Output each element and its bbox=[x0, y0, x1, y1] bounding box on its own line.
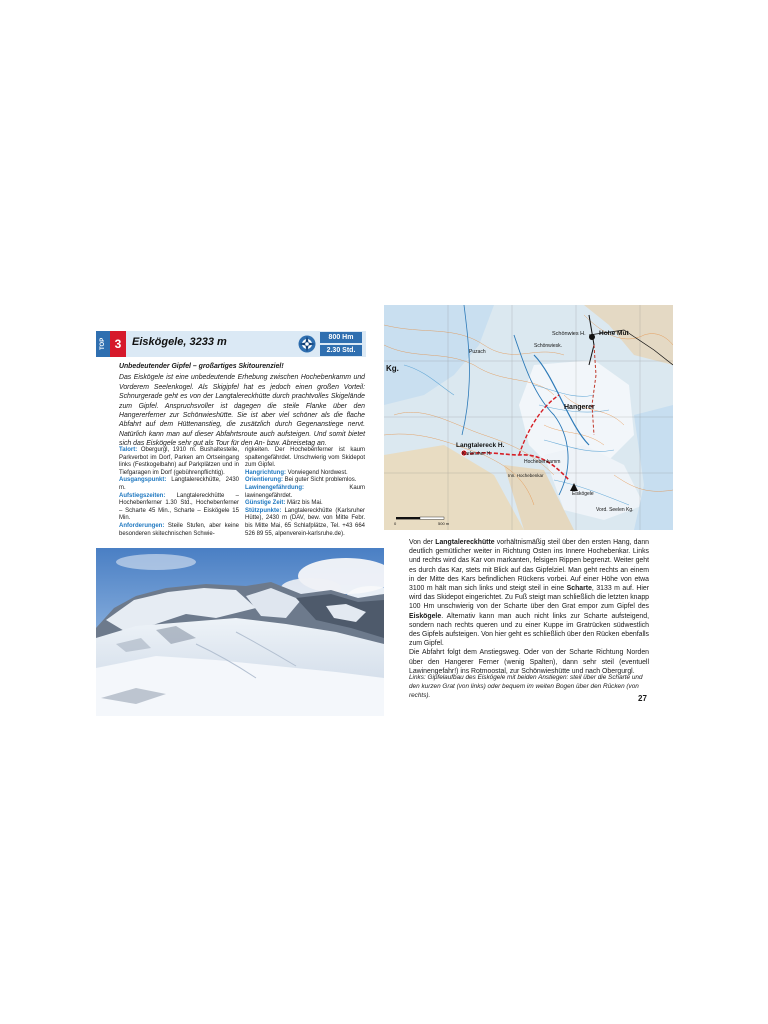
elevation-badge: 800 Hm bbox=[320, 332, 362, 343]
intro-paragraph: Das Eiskögele ist eine unbedeutende Erhebung zwischen Hochebenkamm und Vorderem Seelenkogel. Als Skigipfel hat es jedoch einen großen Vorteil: Schnurgerade geht es von der Langtalereckhütte durch prachtvolles Skigelände zum Gipfel. Anspruchsvoller ist dagegen die steile Flanke über den Hangererferner zur Schönwieshütte. Sie ist aber viel schöner als die flache Abfahrt auf dem Hüttenanstieg, die zusätzlich durch Gegenanstiege nervt. Natürlich kann man auf dieser Abfahrtsroute auch aufsteigen. Und somit bietet sich das Eiskögele sehr gut als Tour für den An- bzw. Abreisetag an. bbox=[119, 374, 365, 448]
map-label: Schönwies H. bbox=[552, 331, 586, 337]
map-label: Kg. bbox=[386, 364, 399, 373]
info-entry: rigkeiten. Der Hochebenferner ist kaum spaltengefährdet. Unschwierig vom Skidepot zum Gipfel. bbox=[245, 447, 365, 469]
info-entry: Talort: Obergurgl, 1910 m. Bushaltestelle, Parkverbot im Dorf, Parken am Ortseingang links (Festkogelbahn) auf Parkplätzen und in Tiefgaragen im Dorf (gebührenpflichtig). bbox=[119, 447, 239, 476]
descent-paragraph: Die Abfahrt folgt dem Anstiegsweg. Oder von der Scharte Richtung Norden über den Hangerer Ferner (wenig Spalten), dann sehr steil (eventuell Lawinengefahr!) ins Rotmoostal, zur Schönwieshütte und nach Obergurgl. bbox=[409, 649, 649, 675]
tour-number: 3 bbox=[110, 331, 126, 357]
map-label: Inn. Hochebenkar bbox=[508, 473, 544, 478]
tour-subtitle: Unbedeutender Gipfel – großartiges Skitourenziel! bbox=[119, 363, 284, 370]
map-label: Hochebenkamm bbox=[524, 459, 561, 465]
info-entry: Orientierung: Bei guter Sicht problemlos. bbox=[245, 477, 357, 484]
duration-badge: 2.30 Std. bbox=[320, 345, 362, 356]
topographic-map bbox=[384, 305, 673, 530]
photo-caption: Links: Gipfelaufbau des Eiskögele mit beiden Anstiegen: steil über die Scharte und den kurzen Grat (von links) oder bequem im weiten Bogen über den Rücken (von rechts). bbox=[409, 674, 643, 699]
tour-header bbox=[96, 331, 366, 357]
info-entry: Anforderungen: Steile Stufen, aber keine besonderen skitechnischen Schwie- bbox=[119, 522, 239, 537]
map-label: Langtalereck H. bbox=[456, 442, 505, 449]
info-entry: Stützpunkte: Langtalereckhütte (Karlsruher Hütte), 2430 m (DAV, bew. von Mitte Febr. bis Mitte Mai, 65 Schlafplätze, Tel. +43 664 526 89 55, alpenverein-karlsruhe.de). bbox=[245, 507, 365, 537]
map-label: Karlsruher H. bbox=[462, 451, 492, 457]
info-column-right bbox=[245, 447, 365, 538]
info-entry: Hangrichtung: Vorwiegend Nordwest. bbox=[245, 469, 348, 476]
info-entry: Ausgangspunkt: Langtalereckhütte, 2430 m. bbox=[119, 477, 239, 491]
difficulty-compass-icon bbox=[298, 335, 316, 353]
top-tag: TOP bbox=[96, 331, 110, 357]
map-label: Eiskögele bbox=[572, 491, 594, 497]
map-label: Schönwiesk. bbox=[534, 343, 563, 349]
map-label: Puzach bbox=[469, 349, 486, 355]
map-label: Hohe Mut bbox=[599, 330, 629, 337]
mountain-photo bbox=[96, 548, 384, 716]
info-entry: Aufstiegszeiten: Langtalereckhütte – Hochebenferner 1.30 Std., Hochebenferner – Scharte 45 Min., Scharte – Eiskögele 15 Min. bbox=[119, 492, 239, 522]
scale-label: 500 m bbox=[438, 521, 450, 526]
page-number: 27 bbox=[638, 694, 647, 703]
info-entry: Günstige Zeit: März bis Mai. bbox=[245, 500, 323, 507]
tour-intro bbox=[119, 362, 365, 449]
map-label: Vord. Seelen Kg. bbox=[596, 507, 634, 513]
info-column-left bbox=[119, 447, 239, 538]
route-description bbox=[409, 538, 649, 676]
map-label: Hangerer bbox=[564, 404, 595, 411]
route-paragraph: Von der Langtalereckhütte vorhältnismäßig steil über den ersten Hang, dann deutlich gemütlicher weiter in Richtung Osten ins Innere Hochebenkar. Links und rechts wird das Kar von markanten, felsigen Rippen begrenzt. Weiter geht es durch das Kar, stets mit Blick auf das Gipfelziel. Man geht rechts an einem in der Mitte des Kars befindlichen Rückens vorbei. Auf einer Höhe von etwa 3100 m hält man sich links und steigt steil in eine Scharte, 3133 m auf. Hier wird das Skidepot eingerichtet. Zu Fuß steigt man schließlich die letzten knapp 100 Hm unschwierig von der Scharte über den Grat empor zum Gipfel des Eiskögele. Alternativ kann man auch nicht links zur Scharte aufsteigend, sondern nach rechts queren und zu einer Kuppe im Gratrücken südwestlich des Gipfels aufsteigen. Von hier geht es schließlich über den Rücken ebenfalls zum Gipfel. bbox=[409, 539, 649, 648]
info-entry: Lawinengefährdung: Kaum lawinengefährdet. bbox=[245, 484, 365, 499]
scale-label: 0 bbox=[394, 521, 397, 526]
tour-title: Eiskögele, 3233 m bbox=[132, 336, 227, 348]
